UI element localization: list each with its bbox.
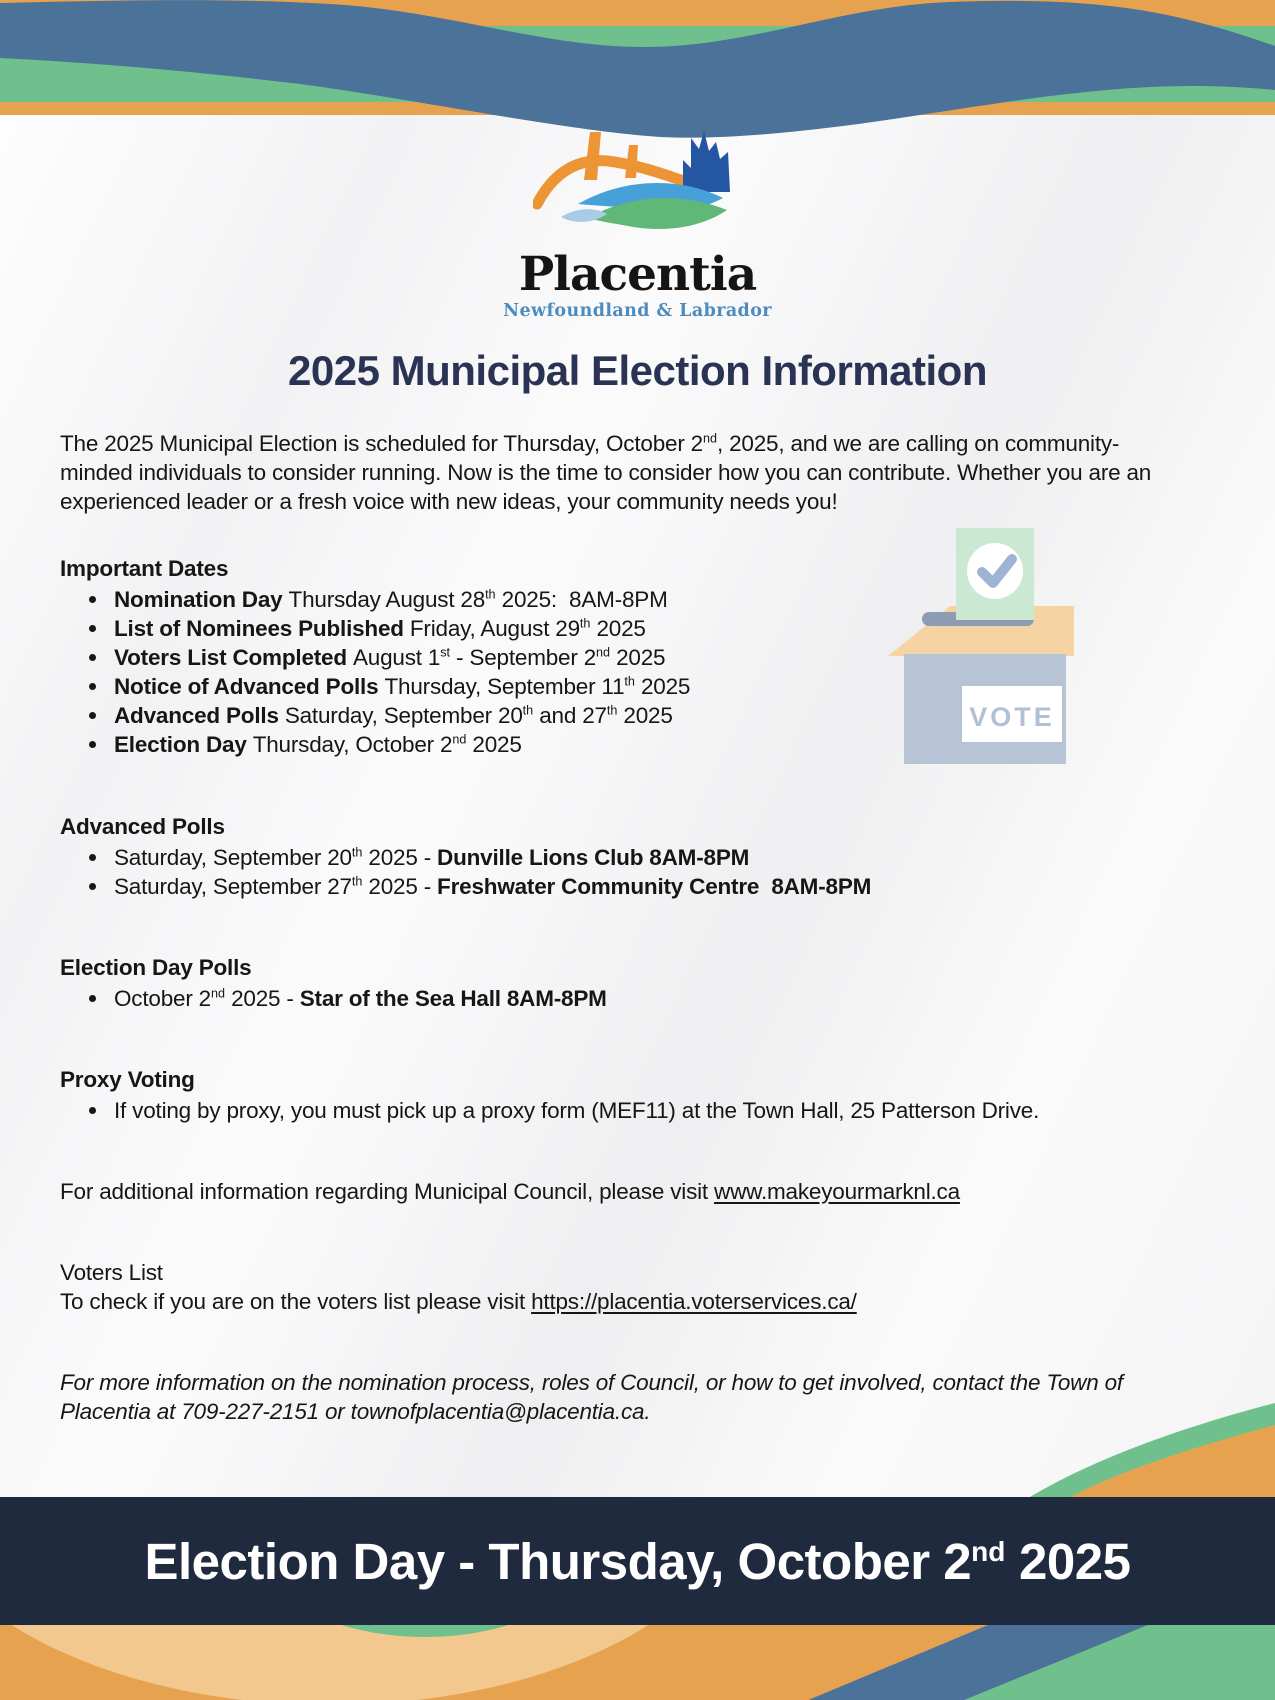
- text-segment: 2025 -: [362, 844, 438, 870]
- text-segment: For additional information regarding Municipal Council, please visit: [60, 1178, 715, 1204]
- text-segment: Saturday, September 20: [114, 844, 352, 870]
- election-day-polls-heading: Election Day Polls: [60, 954, 252, 980]
- ballot-box-illustration: [862, 528, 1076, 764]
- text-segment: Nomination Day: [114, 587, 289, 613]
- text-segment: th: [624, 674, 635, 689]
- text-segment: Friday, August 29: [409, 616, 580, 642]
- text-segment: 2025: [634, 674, 691, 700]
- text-segment: th: [485, 587, 496, 602]
- text-segment: Voters List: [60, 1259, 163, 1285]
- election-day-banner: [0, 1497, 1275, 1625]
- text-segment: nd: [971, 1535, 1006, 1567]
- text-segment: 2025: [466, 732, 522, 758]
- proxy-voting-heading: Proxy Voting: [60, 1066, 195, 1092]
- text-segment: Election Day: [114, 732, 253, 758]
- text-segment: List of Nominees Published: [114, 616, 410, 642]
- text-segment: Advanced Polls: [114, 703, 285, 729]
- advanced-polls-list: [60, 843, 1217, 901]
- bottom-wave-decoration: [0, 1625, 1275, 1700]
- voters-list-paragraph: [60, 1258, 1180, 1316]
- content-area: [0, 429, 1275, 1425]
- text-segment: Dunville Lions Club 8AM-8PM: [437, 844, 750, 870]
- text-segment: The 2025 Municipal Election is scheduled for Thursday, October 2: [60, 431, 703, 457]
- vote-label: VOTE: [969, 702, 1055, 732]
- text-segment: Election Day - Thursday, October 2: [144, 1532, 972, 1590]
- additional-info-paragraph: [60, 1177, 1180, 1206]
- text-segment: Saturday, September 27: [114, 873, 352, 899]
- text-segment: nd: [452, 732, 467, 747]
- text-segment: 2025: [1005, 1532, 1131, 1590]
- text-segment: - September 2: [450, 645, 597, 671]
- text-segment: th: [522, 703, 534, 718]
- text-segment: Saturday, September 20: [284, 703, 523, 729]
- text-segment: th: [579, 616, 591, 631]
- list-item: [110, 872, 1217, 901]
- text-segment: nd: [596, 645, 611, 660]
- text-segment: October 2: [114, 985, 212, 1011]
- page-title: 2025 Municipal Election Information: [288, 347, 987, 395]
- voterservices-link[interactable]: https://placentia.voterservices.ca/: [531, 1288, 857, 1314]
- text-segment: th: [606, 703, 618, 718]
- text-segment: August 1: [352, 645, 441, 671]
- election-day-polls-list: [60, 984, 1217, 1013]
- text-segment: 2025 -: [362, 873, 438, 899]
- text-segment: Thursday, September 11: [384, 674, 625, 700]
- text-segment: and 27: [533, 703, 607, 729]
- list-item: [110, 843, 1217, 872]
- banner-text: [145, 1532, 1131, 1591]
- text-segment: To check if you are on the voters list please visit: [60, 1288, 532, 1314]
- logo-tagline: Newfoundland & Labrador: [503, 301, 772, 322]
- proxy-voting: [60, 1065, 1217, 1125]
- list-item: [110, 1096, 1217, 1125]
- text-segment: For more information on the nomination process, roles of Council, or how to get involved, contact the Town of Placentia at 709-227-2151 or townofplacentia@placentia.ca.: [60, 1369, 1129, 1424]
- important-dates-heading: Important Dates: [60, 556, 229, 582]
- text-segment: 2025: 8AM-8PM: [495, 587, 668, 613]
- text-segment: nd: [702, 431, 717, 446]
- text-segment: st: [440, 645, 450, 660]
- text-segment: Star of the Sea Hall 8AM-8PM: [299, 985, 607, 1011]
- text-segment: nd: [211, 986, 226, 1001]
- advanced-polls-heading: Advanced Polls: [60, 813, 225, 839]
- proxy-voting-list: [60, 1096, 1217, 1125]
- text-segment: th: [351, 845, 363, 860]
- text-segment: , 2025, and we are calling on community-minded individuals to consider running. Now is the time to consider how you can contribute. Whether you are an experienced leader or a fresh voice with new ideas, your community needs you!: [60, 431, 1158, 515]
- text-segment: Thursday August 28: [288, 587, 486, 613]
- town-logo-icon: [533, 118, 743, 248]
- town-logo: [0, 0, 1275, 321]
- text-segment: 2025: [617, 703, 673, 729]
- text-segment: th: [351, 874, 363, 889]
- advanced-polls: [60, 812, 1217, 901]
- logo-name: Placentia: [518, 247, 757, 302]
- election-day-polls: [60, 953, 1217, 1013]
- text-segment: If voting by proxy, you must pick up a proxy form (MEF11) at the Town Hall, 25 Patterson Drive.: [114, 1097, 1040, 1123]
- text-segment: Notice of Advanced Polls: [114, 674, 385, 700]
- text-segment: 2025: [590, 616, 646, 642]
- text-segment: 2025: [610, 645, 666, 671]
- text-segment: Freshwater Community Centre 8AM-8PM: [437, 873, 872, 899]
- contact-paragraph: [60, 1368, 1180, 1426]
- makeyourmarknl-link[interactable]: www.makeyourmarknl.ca: [714, 1178, 960, 1204]
- text-segment: 2025 -: [225, 985, 300, 1011]
- intro-paragraph: [60, 429, 1180, 516]
- text-segment: Thursday, October 2: [252, 732, 453, 758]
- text-segment: Voters List Completed: [114, 645, 353, 671]
- list-item: [110, 984, 1217, 1013]
